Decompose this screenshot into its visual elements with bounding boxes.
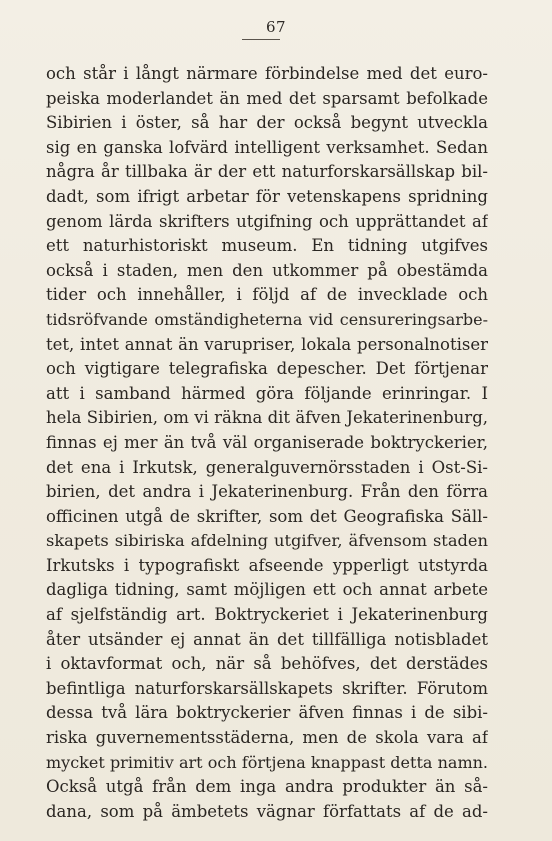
- text-line: tidsröfvande omständigheterna vid censureringsarbe-: [46, 309, 488, 329]
- text-line: befintliga naturforskarsällskapets skrifter. Förutom: [46, 678, 488, 698]
- text-line: dana, som på ämbetets vägnar författats af de ad-: [46, 801, 488, 821]
- text-line: Sibirien i öster, så har der också begynt utveckla: [46, 113, 488, 133]
- text-line: att i samband härmed göra följande erinringar. I: [46, 383, 488, 403]
- text-line: genom lärda skrifters utgifning och upprättandet af: [46, 211, 488, 231]
- text-line: hela Sibirien, om vi räkna dit äfven Jekaterinenburg,: [46, 408, 488, 428]
- text-line: tider och innehåller, i följd af de invecklade och: [46, 285, 488, 305]
- text-line: och står i långt närmare förbindelse med det euro-: [46, 64, 488, 83]
- text-line: mycket primitiv art och förtjena knappast detta namn.: [46, 752, 488, 772]
- text-line: finnas ej mer än två väl organiserade boktryckerier,: [46, 432, 488, 452]
- body-text: [46, 62, 488, 824]
- text-line: sig en ganska lofvärd intelligent verksamhet. Sedan: [46, 137, 488, 157]
- text-line: dagliga tidning, samt möjligen ett och annat arbete: [46, 580, 488, 600]
- text-line: dessa två lära boktryckerier äfven finnas i de sibi-: [46, 703, 488, 723]
- text-line: och vigtigare telegrafiska depescher. Det förtjenar: [46, 359, 488, 379]
- text-line: åter utsänder ej annat än det tillfälliga notisbladet: [46, 629, 488, 649]
- text-line: det ena i Irkutsk, generalguvernörsstaden i Ost-Si-: [46, 457, 488, 477]
- text-line: officinen utgå de skrifter, som det Geografiska Säll-: [46, 506, 488, 526]
- text-line: riska guvernementsstäderna, men de skola vara af: [46, 728, 488, 748]
- text-line: Irkutsks i typografiskt afseende ypperligt utstyrda: [46, 555, 488, 575]
- text-line: ett naturhistoriskt museum. En tidning utgifves: [46, 236, 488, 256]
- page-number-rule: [242, 39, 280, 40]
- text-line: skapets sibiriska afdelning utgifver, äfvensom staden: [46, 531, 488, 551]
- text-line: birien, det andra i Jekaterinenburg. Från den förra: [46, 482, 488, 502]
- text-line: också i staden, men den utkommer på obestämda: [46, 260, 488, 280]
- text-line: några år tillbaka är der ett naturforskarsällskap bil-: [46, 162, 488, 182]
- text-line: af sjelfständig art. Boktryckeriet i Jekaterinenburg: [46, 605, 488, 625]
- page-number: 67: [265, 18, 287, 36]
- text-line: dadt, som ifrigt arbetar för vetenskapens spridning: [46, 186, 488, 206]
- text-line: tet, intet annat än varupriser, lokala personalnotiser: [46, 334, 488, 354]
- text-line: peiska moderlandet än med det sparsamt befolkade: [46, 88, 488, 108]
- text-line: i oktavformat och, när så behöfves, det derstädes: [46, 654, 488, 674]
- text-line: Också utgå från dem inga andra produkter än så-: [46, 777, 488, 797]
